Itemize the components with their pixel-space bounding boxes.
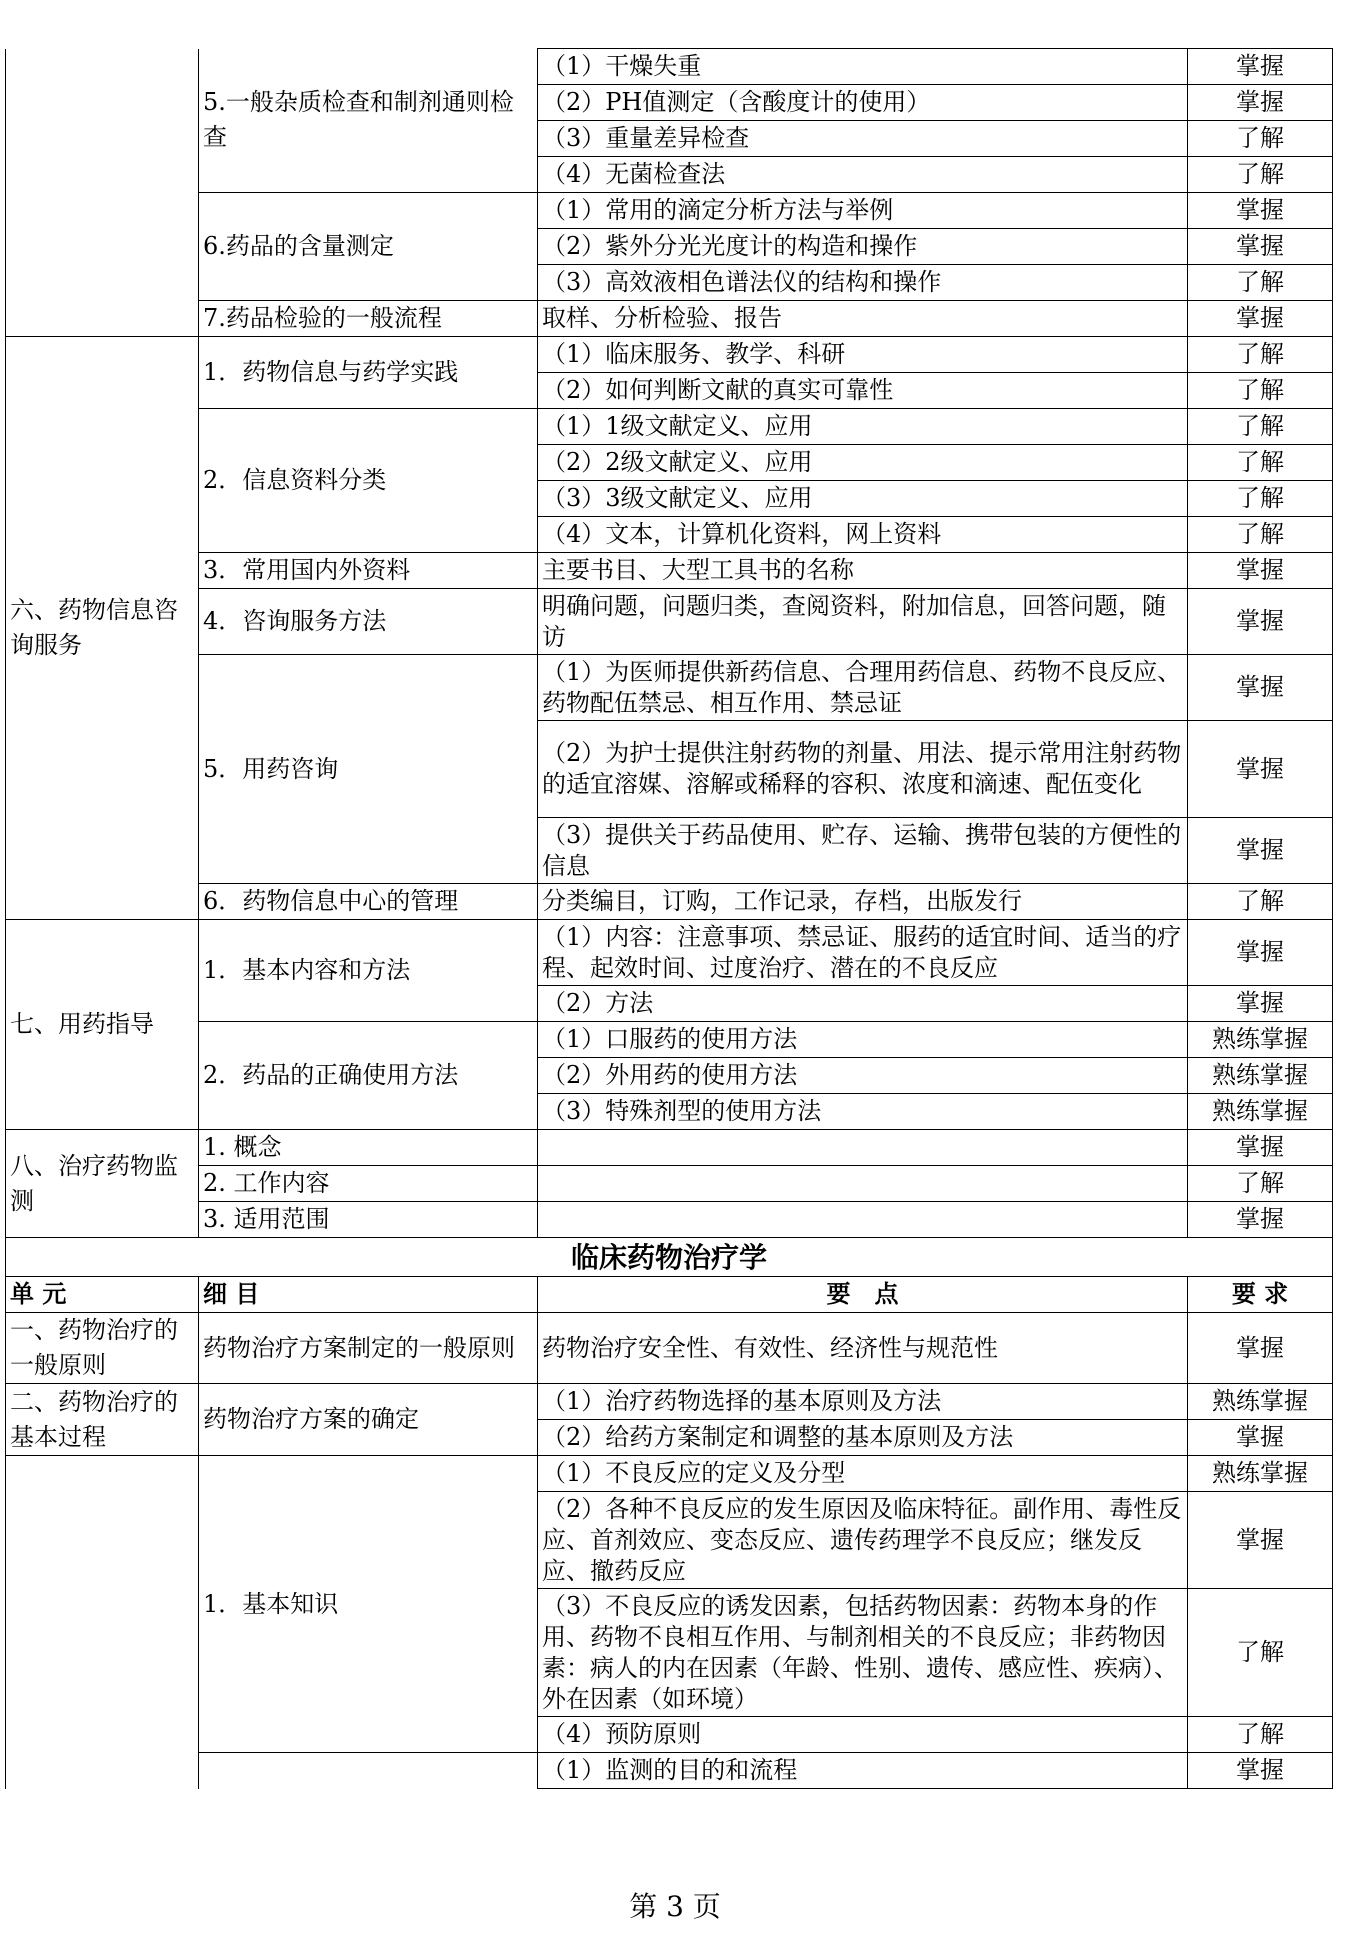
table-row <box>6 409 1333 445</box>
requirement-cell: 掌握 <box>1188 193 1333 229</box>
requirement-cell: 掌握 <box>1188 818 1333 884</box>
point-cell: 取样、分析检验、报告 <box>538 301 1188 337</box>
item-cell: 1. 概念 <box>199 1130 538 1166</box>
point-cell: （2）PH值测定（含酸度计的使用） <box>538 85 1188 121</box>
requirement-cell: 掌握 <box>1188 920 1333 986</box>
table-row <box>6 1753 1333 1789</box>
point-cell: 主要书目、大型工具书的名称 <box>538 553 1188 589</box>
point-cell: （3）特殊剂型的使用方法 <box>538 1094 1188 1130</box>
requirement-cell: 掌握 <box>1188 1130 1333 1166</box>
item-cell: 2. 工作内容 <box>199 1166 538 1202</box>
table-row <box>6 49 1333 85</box>
point-cell: （2）如何判断文献的真实可靠性 <box>538 373 1188 409</box>
table-row <box>6 1166 1333 1202</box>
syllabus-page <box>5 48 1332 1789</box>
requirement-cell: 了解 <box>1188 884 1333 920</box>
point-cell: （4）预防原则 <box>538 1717 1188 1753</box>
item-cell: 药物治疗方案制定的一般原则 <box>199 1313 538 1384</box>
requirement-cell: 了解 <box>1188 265 1333 301</box>
item-cell: 3．常用国内外资料 <box>199 553 538 589</box>
point-cell <box>538 1130 1188 1166</box>
item-cell: 5.一般杂质检查和制剂通则检查 <box>199 49 538 193</box>
requirement-cell: 熟练掌握 <box>1188 1058 1333 1094</box>
point-cell: （2）外用药的使用方法 <box>538 1058 1188 1094</box>
item-cell: 3. 适用范围 <box>199 1202 538 1238</box>
requirement-cell: 了解 <box>1188 337 1333 373</box>
table-row <box>6 1202 1333 1238</box>
item-cell: 2．药品的正确使用方法 <box>199 1022 538 1130</box>
point-cell: （2）方法 <box>538 986 1188 1022</box>
item-cell: 7.药品检验的一般流程 <box>199 301 538 337</box>
point-cell: （3）3级文献定义、应用 <box>538 481 1188 517</box>
requirement-cell: 了解 <box>1188 121 1333 157</box>
table-row <box>6 1130 1333 1166</box>
requirement-cell: 掌握 <box>1188 1753 1333 1789</box>
unit-cell: 二、药物治疗的基本过程 <box>6 1384 199 1456</box>
point-cell <box>538 1202 1188 1238</box>
point-cell: （1）干燥失重 <box>538 49 1188 85</box>
requirement-cell: 熟练掌握 <box>1188 1022 1333 1058</box>
item-cell: 药物治疗方案的确定 <box>199 1384 538 1456</box>
table-row <box>6 920 1333 986</box>
point-cell: （4）文本，计算机化资料，网上资料 <box>538 517 1188 553</box>
point-cell: （1）为医师提供新药信息、合理用药信息、药物不良反应、药物配伍禁忌、相互作用、禁忌证 <box>538 655 1188 721</box>
requirement-cell: 熟练掌握 <box>1188 1094 1333 1130</box>
point-cell: （3）提供关于药品使用、贮存、运输、携带包装的方便性的信息 <box>538 818 1188 884</box>
point-cell: （2）紫外分光光度计的构造和操作 <box>538 229 1188 265</box>
requirement-cell: 了解 <box>1188 1166 1333 1202</box>
requirement-cell: 掌握 <box>1188 1420 1333 1456</box>
requirement-cell: 掌握 <box>1188 655 1333 721</box>
table-row <box>6 655 1333 721</box>
item-cell <box>199 1753 538 1789</box>
table-row <box>6 193 1333 229</box>
requirement-cell: 了解 <box>1188 1717 1333 1753</box>
requirement-cell: 掌握 <box>1188 589 1333 655</box>
requirement-cell: 掌握 <box>1188 229 1333 265</box>
point-cell: （4）无菌检查法 <box>538 157 1188 193</box>
point-cell: （1）口服药的使用方法 <box>538 1022 1188 1058</box>
point-cell: 药物治疗安全性、有效性、经济性与规范性 <box>538 1313 1188 1384</box>
point-cell: （1）临床服务、教学、科研 <box>538 337 1188 373</box>
point-cell: （2）给药方案制定和调整的基本原则及方法 <box>538 1420 1188 1456</box>
table-row <box>6 1384 1333 1420</box>
requirement-cell: 掌握 <box>1188 49 1333 85</box>
item-cell: 6．药物信息中心的管理 <box>199 884 538 920</box>
table-row <box>6 884 1333 920</box>
item-cell: 1．基本知识 <box>199 1456 538 1753</box>
requirement-cell: 了解 <box>1188 481 1333 517</box>
point-cell: （3）高效液相色谱法仪的结构和操作 <box>538 265 1188 301</box>
point-cell: 明确问题，问题归类，查阅资料，附加信息，回答问题，随访 <box>538 589 1188 655</box>
requirement-cell: 了解 <box>1188 445 1333 481</box>
point-cell: 分类编目，订购，工作记录，存档，出版发行 <box>538 884 1188 920</box>
page-number: 第 3 页 <box>629 1890 721 1923</box>
requirement-cell: 掌握 <box>1188 85 1333 121</box>
section-title: 临床药物治疗学 <box>6 1238 1333 1277</box>
table-row <box>6 1022 1333 1058</box>
unit-cell: 七、用药指导 <box>6 920 199 1130</box>
requirement-cell: 掌握 <box>1188 553 1333 589</box>
point-cell: （1）不良反应的定义及分型 <box>538 1456 1188 1492</box>
unit-cell: 一、药物治疗的一般原则 <box>6 1313 199 1384</box>
table-row <box>6 337 1333 373</box>
requirement-cell: 了解 <box>1188 373 1333 409</box>
syllabus-table <box>5 48 1333 1789</box>
header-row <box>6 1277 1333 1313</box>
point-cell: （1）1级文献定义、应用 <box>538 409 1188 445</box>
section-title-row <box>6 1238 1333 1277</box>
header-point: 要 点 <box>538 1277 1188 1313</box>
header-item: 细 目 <box>199 1277 538 1313</box>
point-cell: （1）常用的滴定分析方法与举例 <box>538 193 1188 229</box>
unit-cell <box>6 49 199 337</box>
requirement-cell: 掌握 <box>1188 986 1333 1022</box>
requirement-cell: 了解 <box>1188 157 1333 193</box>
point-cell: （2）为护士提供注射药物的剂量、用法、提示常用注射药物的适宜溶媒、溶解或稀释的容积、浓度和滴速、配伍变化 <box>538 721 1188 818</box>
table-row <box>6 1313 1333 1384</box>
item-cell: 5．用药咨询 <box>199 655 538 884</box>
table-row <box>6 553 1333 589</box>
point-cell <box>538 1166 1188 1202</box>
item-cell: 2．信息资料分类 <box>199 409 538 553</box>
point-cell: （2）2级文献定义、应用 <box>538 445 1188 481</box>
point-cell: （1）监测的目的和流程 <box>538 1753 1188 1789</box>
point-cell: （3）不良反应的诱发因素，包括药物因素：药物本身的作用、药物不良相互作用、与制剂相关的不良反应；非药物因素：病人的内在因素（年龄、性别、遗传、感应性、疾病）、外在因素（如环境） <box>538 1589 1188 1717</box>
requirement-cell: 掌握 <box>1188 1492 1333 1589</box>
point-cell: （3）重量差异检查 <box>538 121 1188 157</box>
requirement-cell: 掌握 <box>1188 1313 1333 1384</box>
item-cell: 4．咨询服务方法 <box>199 589 538 655</box>
point-cell: （2）各种不良反应的发生原因及临床特征。副作用、毒性反应、首剂效应、变态反应、遗传药理学不良反应；继发反应、撤药反应 <box>538 1492 1188 1589</box>
requirement-cell: 熟练掌握 <box>1188 1384 1333 1420</box>
unit-cell: 八、治疗药物监测 <box>6 1130 199 1238</box>
item-cell: 1．药物信息与药学实践 <box>199 337 538 409</box>
unit-cell: 六、药物信息咨询服务 <box>6 337 199 920</box>
requirement-cell: 掌握 <box>1188 721 1333 818</box>
point-cell: （1）治疗药物选择的基本原则及方法 <box>538 1384 1188 1420</box>
header-requirement: 要 求 <box>1188 1277 1333 1313</box>
item-cell: 1．基本内容和方法 <box>199 920 538 1022</box>
table-row <box>6 301 1333 337</box>
table-row <box>6 589 1333 655</box>
requirement-cell: 了解 <box>1188 517 1333 553</box>
requirement-cell: 了解 <box>1188 409 1333 445</box>
requirement-cell: 掌握 <box>1188 1202 1333 1238</box>
header-unit: 单 元 <box>6 1277 199 1313</box>
point-cell: （1）内容：注意事项、禁忌证、服药的适宜时间、适当的疗程、起效时间、过度治疗、潜在的不良反应 <box>538 920 1188 986</box>
item-cell: 6.药品的含量测定 <box>199 193 538 301</box>
unit-cell <box>6 1456 199 1789</box>
requirement-cell: 熟练掌握 <box>1188 1456 1333 1492</box>
requirement-cell: 掌握 <box>1188 301 1333 337</box>
requirement-cell: 了解 <box>1188 1589 1333 1717</box>
table-row <box>6 1456 1333 1492</box>
